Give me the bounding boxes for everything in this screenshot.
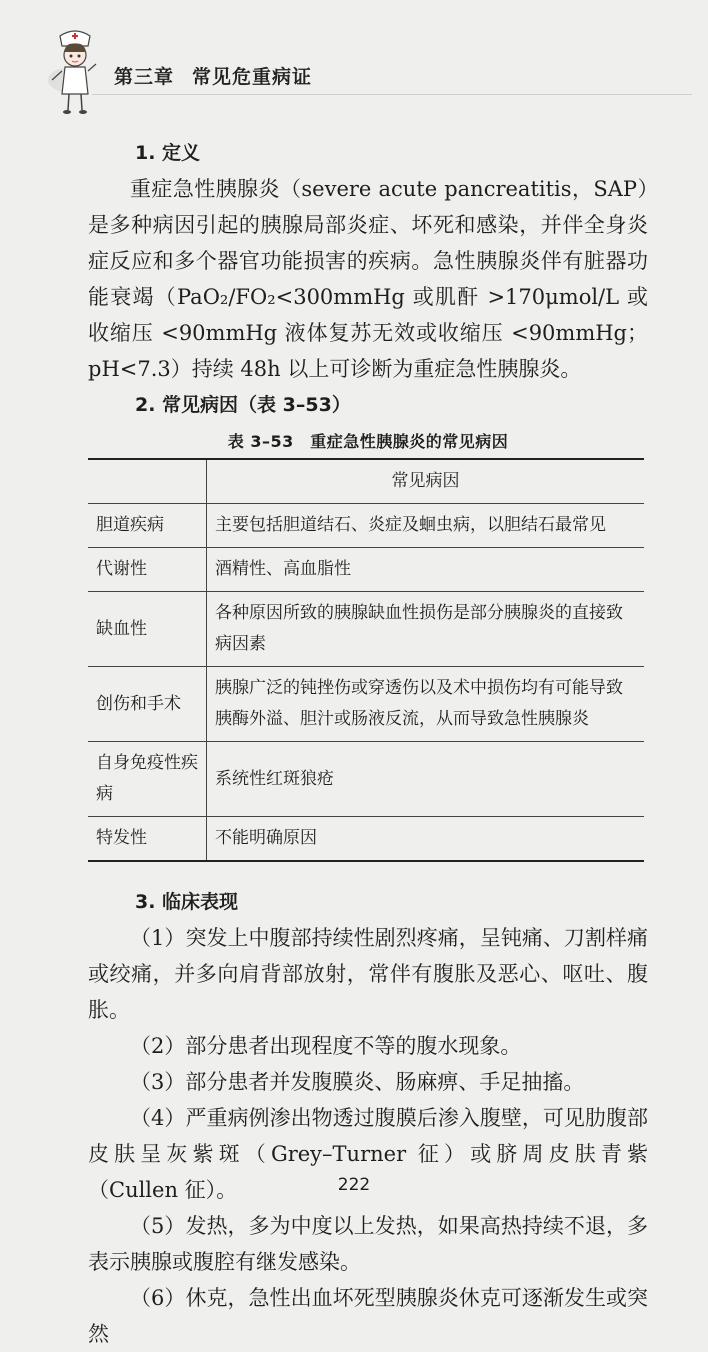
- clinical-item-4: （4）严重病例渗出物透过腹膜后渗入腹壁，可见肋腹部皮肤呈灰紫斑（Grey–Turner 征）或脐周皮肤青紫（Cullen 征）。: [88, 1106, 648, 1202]
- clinical-item-3: （3）部分患者并发腹膜炎、肠麻痹、手足抽搐。: [130, 1070, 585, 1094]
- chapter-number: 第三章: [114, 66, 175, 88]
- table-cell-category: 特发性: [88, 817, 207, 862]
- page-number: 222: [337, 1175, 371, 1195]
- table-cell-category: 创伤和手术: [88, 667, 207, 742]
- section-definition-heading: 1. 定义: [135, 142, 201, 164]
- clinical-item-6: （6）休克，急性出血坏死型胰腺炎休克可逐渐发生或突然: [88, 1286, 648, 1346]
- header-divider: [92, 94, 692, 95]
- chapter-title: 常见危重病证: [192, 66, 313, 88]
- table-cell-category: 胆道疾病: [88, 504, 207, 548]
- table-row: [88, 548, 644, 592]
- section-causes-heading: 2. 常见病因（表 3–53）: [135, 394, 351, 416]
- table-header-category: [88, 459, 207, 504]
- table-row: [88, 667, 644, 742]
- definition-paragraph: 重症急性胰腺炎（severe acute pancreatitis，SAP）是多种病因引起的胰腺局部炎症、坏死和感染，并伴全身炎症反应和多个器官功能损害的疾病。急性胰腺炎伴有脏器功能衰竭（PaO₂/FO₂<300mmHg 或肌酐 >170μmol/L 或收缩压 <90mmHg 液体复苏无效或收缩压 <90mmHg；pH<7.3）持续 48h 以上可诊断为重症急性胰腺炎。: [88, 177, 648, 381]
- clinical-item-2: （2）部分患者出现程度不等的腹水现象。: [130, 1034, 522, 1058]
- table-cell-cause: 胰腺广泛的钝挫伤或穿透伤以及术中损伤均有可能导致胰酶外溢、胆汁或肠液反流，从而导致急性胰腺炎: [207, 667, 645, 742]
- table-cell-cause: 主要包括胆道结石、炎症及蛔虫病，以胆结石最常见: [207, 504, 645, 548]
- table-cell-cause: 系统性红斑狼疮: [207, 742, 645, 817]
- table-cell-category: 自身免疫性疾病: [88, 742, 207, 817]
- causes-table: [88, 458, 644, 862]
- table-header-row: [88, 459, 644, 504]
- chapter-header: [114, 62, 312, 89]
- table-row: [88, 817, 644, 862]
- section-clinical-heading: 3. 临床表现: [135, 891, 239, 913]
- nurse-mascot-icon: [38, 24, 112, 120]
- table-row: [88, 742, 644, 817]
- table-cell-cause: 各种原因所致的胰腺缺血性损伤是部分胰腺炎的直接致病因素: [207, 592, 645, 667]
- clinical-item-1: （1）突发上中腹部持续性剧烈疼痛，呈钝痛、刀割样痛或绞痛，并多向肩背部放射，常伴有腹胀及恶心、呕吐、腹胀。: [88, 926, 648, 1022]
- table-cell-category: 缺血性: [88, 592, 207, 667]
- table-cell-cause: 不能明确原因: [207, 817, 645, 862]
- table-row: [88, 504, 644, 548]
- main-content: [88, 135, 648, 1352]
- table-cell-cause: 酒精性、高血脂性: [207, 548, 645, 592]
- clinical-item-5: （5）发热，多为中度以上发热，如果高热持续不退，多表示胰腺或腹腔有继发感染。: [88, 1214, 648, 1274]
- table-header-cause: 常见病因: [391, 471, 460, 491]
- table-row: [88, 592, 644, 667]
- table-cell-category: 代谢性: [88, 548, 207, 592]
- table-caption: 表 3–53 重症急性胰腺炎的常见病因: [227, 432, 509, 451]
